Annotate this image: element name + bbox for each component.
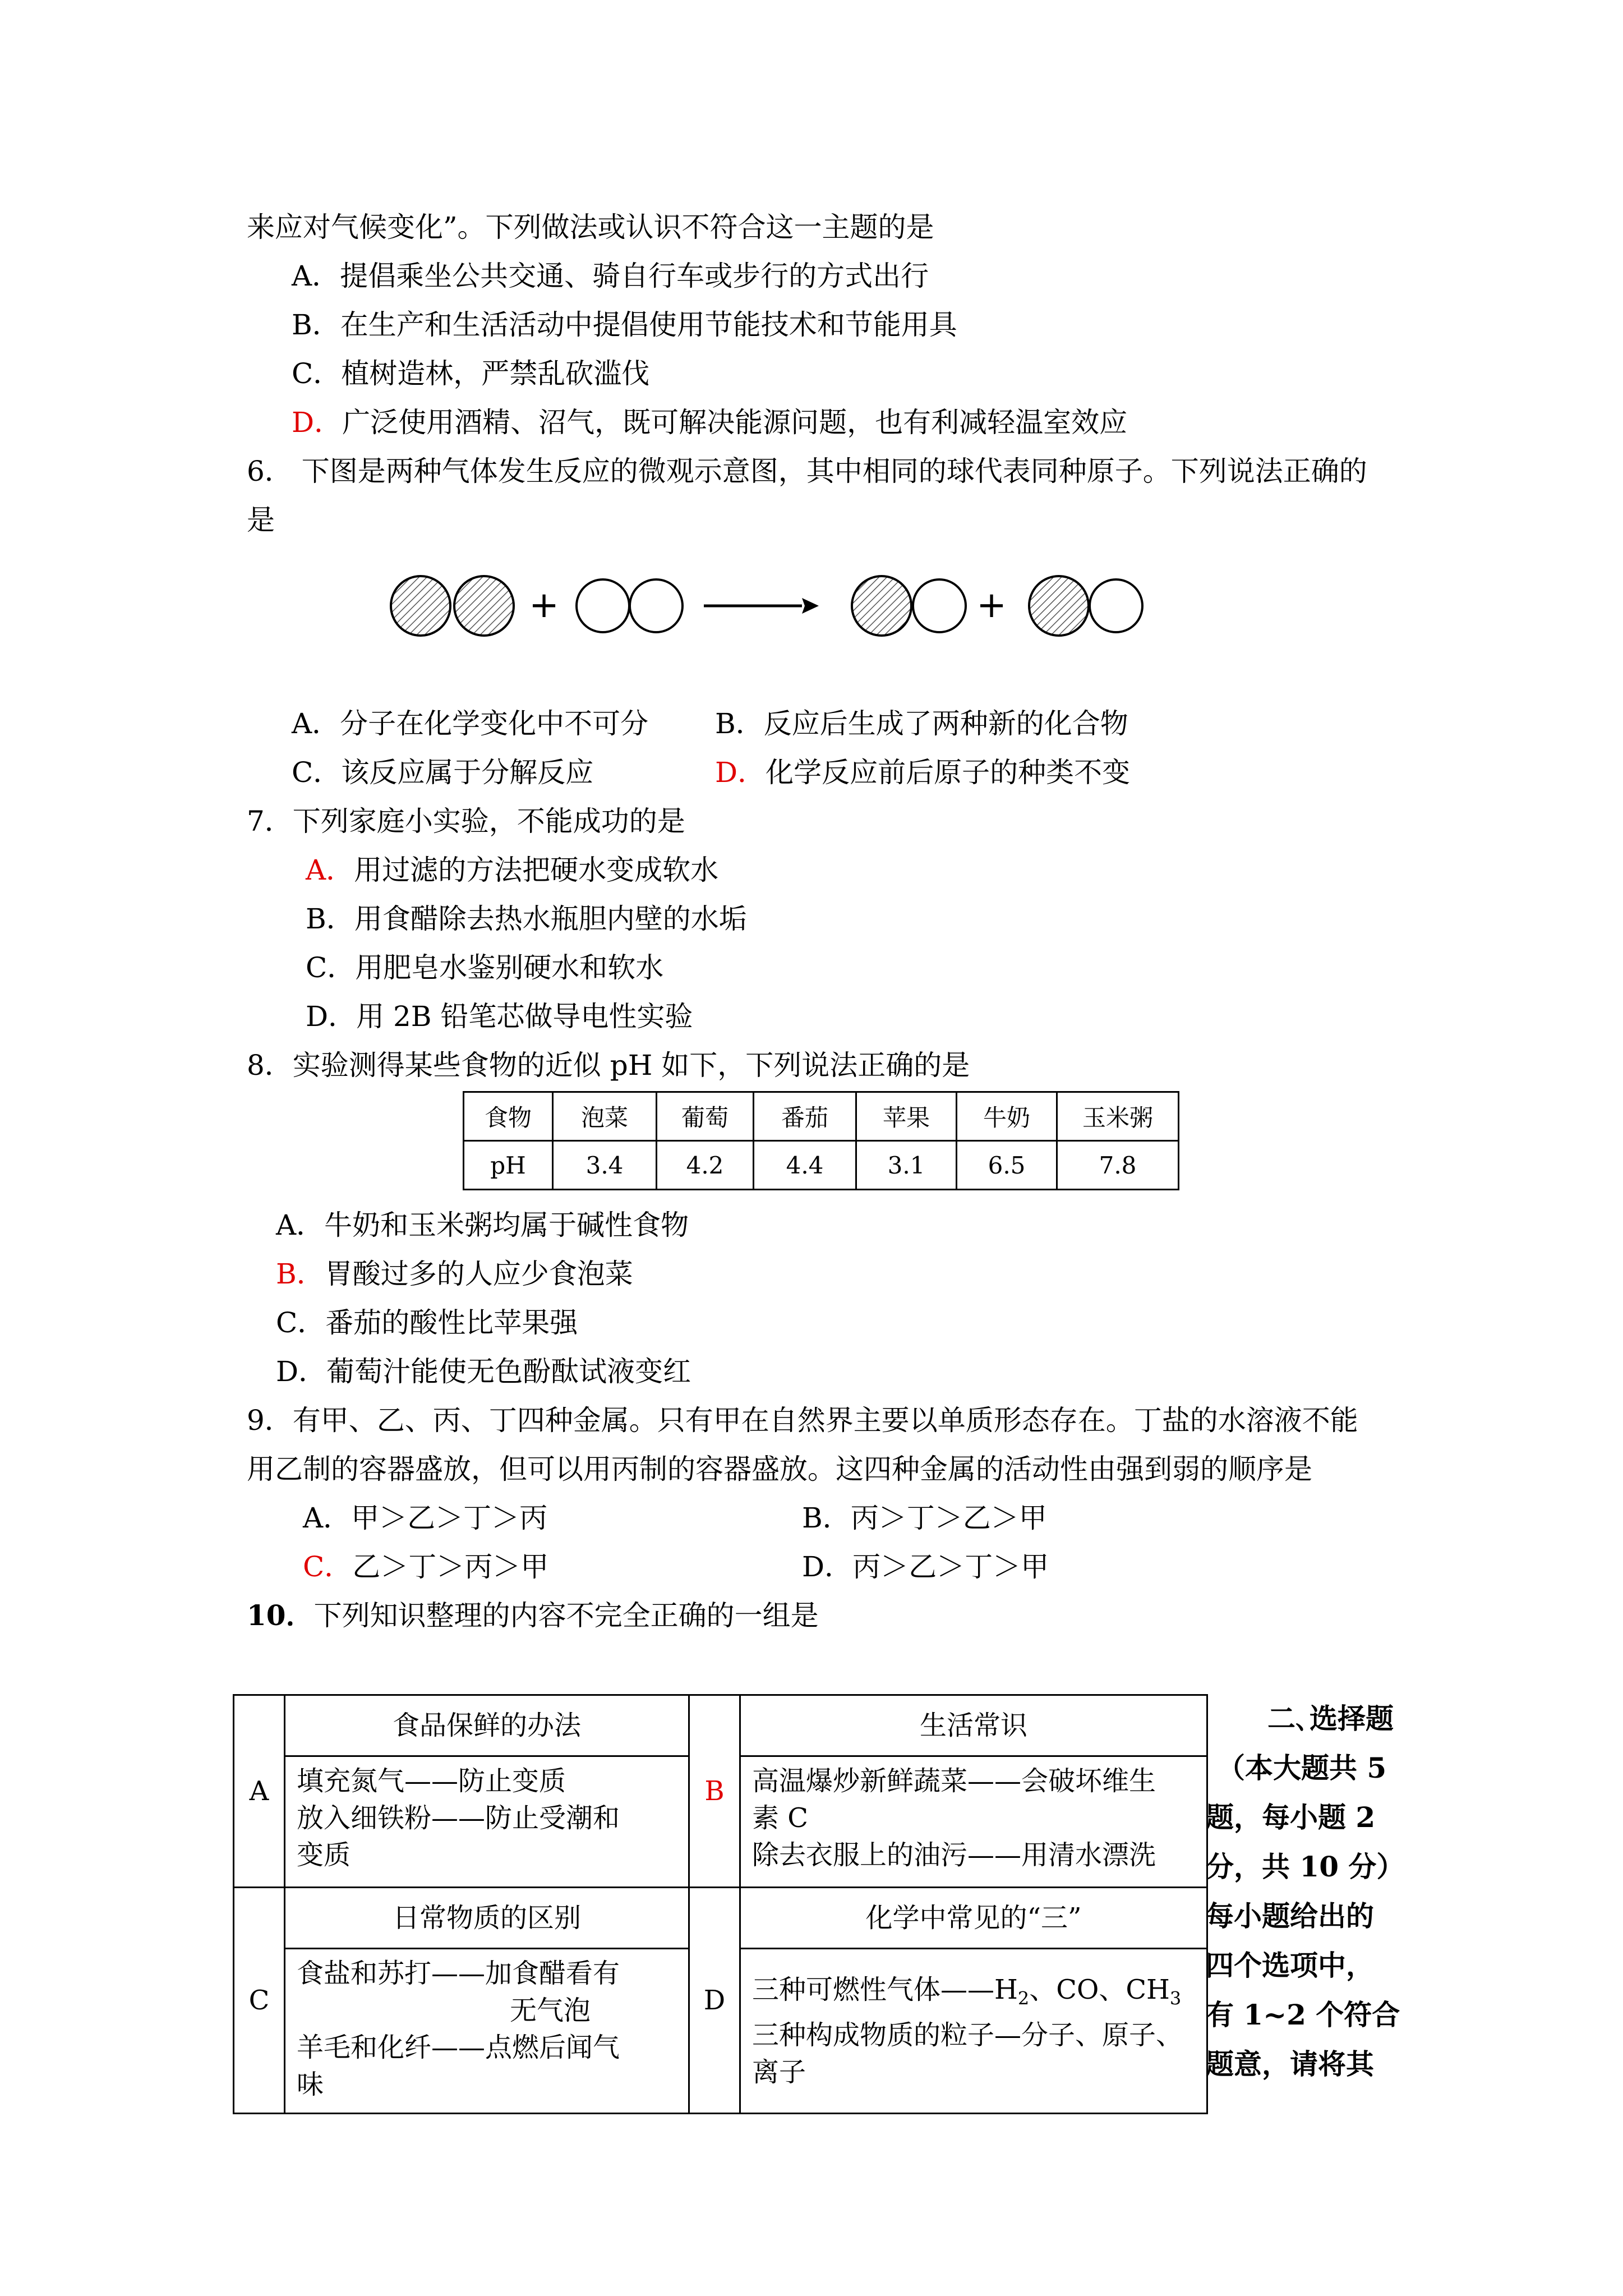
plus-sign: + xyxy=(529,585,559,626)
q5-option-d: D．广泛使用酒精、沼气，既可解决能源问题，也有利减轻温室效应 xyxy=(292,406,1128,439)
reaction-arrow xyxy=(704,598,819,614)
table-cell: 玉米粥 xyxy=(1057,1092,1179,1141)
option-letter-a: A xyxy=(234,1695,285,1888)
q6-option-d: D．化学反应前后原子的种类不变 xyxy=(715,756,1131,789)
answer-letter: D． xyxy=(292,406,343,439)
option-letter-c: C xyxy=(234,1888,285,2114)
table-cell: 食物 xyxy=(464,1092,553,1141)
table-cell: 牛奶 xyxy=(957,1092,1057,1141)
cell-heading: 日常物质的区别 xyxy=(285,1888,689,1949)
reactant-molecule-2 xyxy=(577,579,683,632)
q7-option-a: A．用过滤的方法把硬水变成软水 xyxy=(306,854,719,886)
product-molecule-1 xyxy=(852,576,966,636)
table-cell: 葡萄 xyxy=(657,1092,754,1141)
q7-option-b: B．用食醋除去热水瓶胆内壁的水垢 xyxy=(306,903,747,935)
q6-option-a: A．分子在化学变化中不可分 xyxy=(292,707,649,740)
q5-intro: 来应对气候变化”。下列做法或认识不符合这一主题的是 xyxy=(247,211,934,243)
table-cell: 3.4 xyxy=(553,1141,657,1190)
q7-option-c: C．用肥皂水鉴别硬水和软水 xyxy=(306,951,664,984)
q8-stem: 8．实验测得某些食物的近似 pH 如下，下列说法正确的是 xyxy=(247,1049,970,1082)
plus-sign: + xyxy=(976,585,1007,626)
cell-body-c: 食盐和苏打——加食醋看有 无气泡 羊毛和化纤——点燃后闻气 味 xyxy=(285,1949,689,2114)
q5-option-a: A．提倡乘坐公共交通、骑自行车或步行的方式出行 xyxy=(292,260,929,292)
answer-letter: A． xyxy=(306,854,354,886)
q8-option-c: C．番茄的酸性比苹果强 xyxy=(276,1306,578,1339)
table-cell: 4.2 xyxy=(657,1141,754,1190)
option-letter-d: D xyxy=(689,1888,740,2114)
table-row xyxy=(234,1888,1207,1949)
section-2-header: 二､选择题 （本大题共 5 题，每小题 2 分，共 10 分） 每小题给出的 四个选项中， 有 1~2 个符合 题意，请将其 xyxy=(1206,1702,1405,2081)
option-letter-b: B xyxy=(689,1695,740,1888)
cell-heading: 食品保鲜的办法 xyxy=(285,1695,689,1756)
q7-stem: 7．下列家庭小实验，不能成功的是 xyxy=(247,805,685,838)
white-atom xyxy=(913,579,966,632)
white-atom xyxy=(630,579,683,632)
q9-option-b: B．丙＞丁＞乙＞甲 xyxy=(802,1502,1047,1534)
knowledge-table xyxy=(233,1694,1208,2114)
hatched-atom xyxy=(454,576,514,636)
answer-letter: C． xyxy=(303,1550,353,1583)
white-atom xyxy=(577,579,629,632)
q9-option-d: D．丙＞乙＞丁＞甲 xyxy=(802,1550,1049,1583)
cell-body-b: 高温爆炒新鲜蔬菜——会破坏维生 素 C 除去衣服上的油污——用清水漂洗 xyxy=(740,1756,1207,1888)
q7-option-d: D．用 2B 铅笔芯做导电性实验 xyxy=(306,1000,693,1033)
table-cell: pH xyxy=(464,1141,553,1190)
q9-stem-line2: 用乙制的容器盛放，但可以用丙制的容器盛放。这四种金属的活动性由强到弱的顺序是 xyxy=(247,1453,1312,1485)
table-cell: 4.4 xyxy=(754,1141,856,1190)
answer-letter: D． xyxy=(715,756,766,789)
table-row xyxy=(234,1695,1207,1756)
q8-option-b: B．胃酸过多的人应少食泡菜 xyxy=(276,1258,633,1290)
cell-body-d: 三种可燃性气体$——H_2$、CO、$CH_3$ 三种构成物质的粒子—分子、原子、 离子 xyxy=(740,1949,1207,2114)
q6-stem-line1: 6． 下图是两种气体发生反应的微观示意图，其中相同的球代表同种原子。下列说法正确的 xyxy=(247,455,1367,487)
cell-heading: 生活常识 xyxy=(740,1695,1207,1756)
table-row xyxy=(464,1092,1179,1141)
reaction-diagram xyxy=(387,561,1150,651)
ph-table xyxy=(463,1091,1179,1190)
q5-option-c: C．植树造林，严禁乱砍滥伐 xyxy=(292,357,650,390)
q6-option-c: C．该反应属于分解反应 xyxy=(292,756,594,789)
table-row xyxy=(464,1141,1179,1190)
table-cell: 泡菜 xyxy=(553,1092,657,1141)
product-molecule-2 xyxy=(1029,576,1142,636)
table-cell: 苹果 xyxy=(856,1092,957,1141)
q5-option-b: B．在生产和生活活动中提倡使用节能技术和节能用具 xyxy=(292,309,957,341)
q9-option-a: A．甲＞乙＞丁＞丙 xyxy=(303,1502,548,1534)
q8-option-d: D．葡萄汁能使无色酚酞试液变红 xyxy=(276,1355,691,1388)
hatched-atom xyxy=(1029,576,1089,636)
q9-option-c: C．乙＞丁＞丙＞甲 xyxy=(303,1550,549,1583)
hatched-atom xyxy=(391,576,450,636)
reactant-molecule-1 xyxy=(391,576,514,636)
q10-stem: 10．下列知识整理的内容不完全正确的一组是 xyxy=(247,1599,819,1632)
q8-option-a: A．牛奶和玉米粥均属于碱性食物 xyxy=(276,1209,689,1241)
white-atom xyxy=(1090,579,1142,632)
table-cell: 7.8 xyxy=(1057,1141,1179,1190)
cell-heading: 化学中常见的“三” xyxy=(740,1888,1207,1949)
q9-stem-line1: 9．有甲、乙、丙、丁四种金属。只有甲在自然界主要以单质形态存在。丁盐的水溶液不能 xyxy=(247,1404,1358,1437)
hatched-atom xyxy=(852,576,911,636)
table-cell: 6.5 xyxy=(957,1141,1057,1190)
table-cell: 番茄 xyxy=(754,1092,856,1141)
cell-body-a: 填充氮气——防止变质 放入细铁粉——防止受潮和 变质 xyxy=(285,1756,689,1888)
q6-option-b: B．反应后生成了两种新的化合物 xyxy=(715,707,1128,740)
answer-letter: B． xyxy=(276,1258,325,1290)
table-cell: 3.1 xyxy=(856,1141,957,1190)
q6-stem-line2: 是 xyxy=(247,504,275,536)
